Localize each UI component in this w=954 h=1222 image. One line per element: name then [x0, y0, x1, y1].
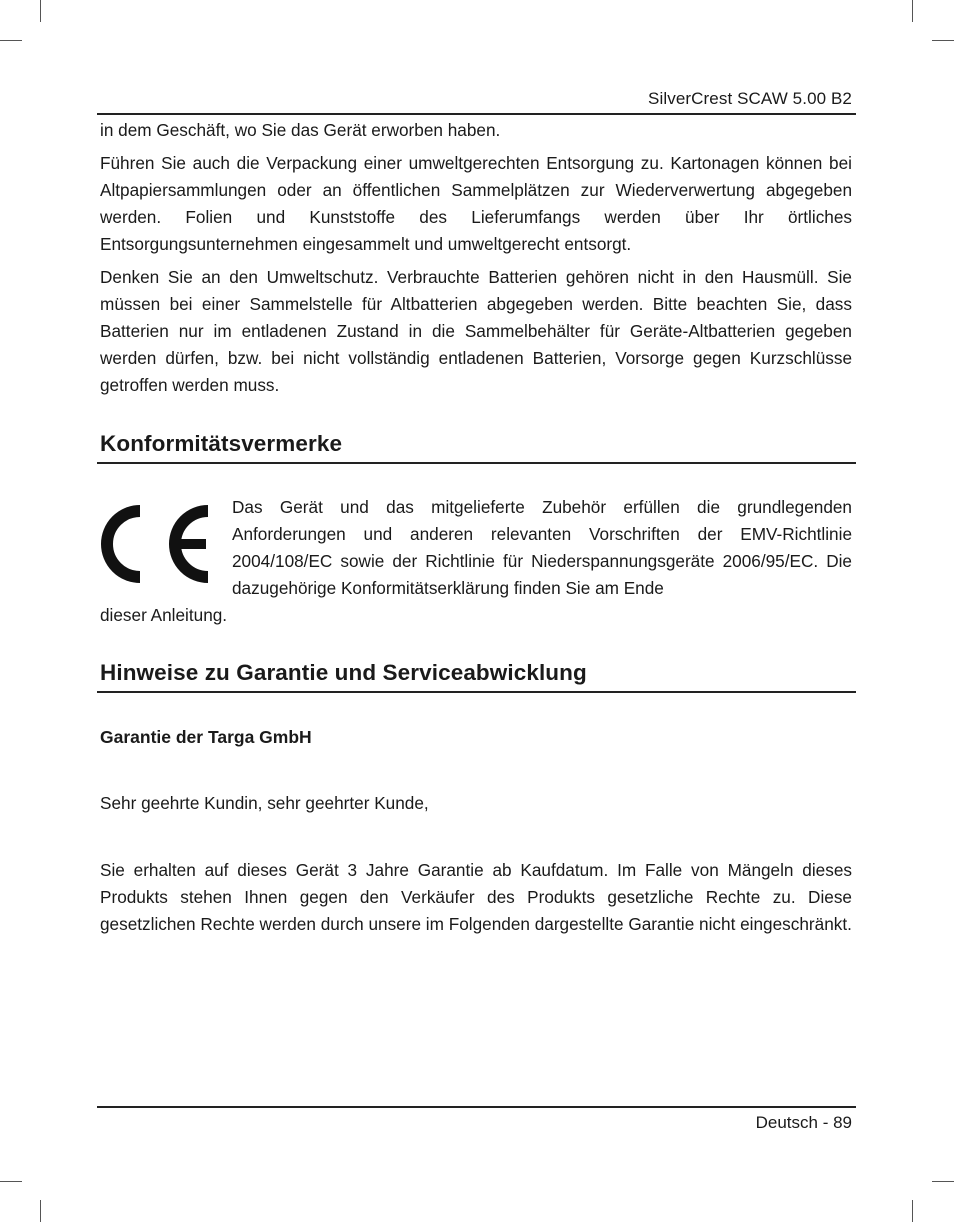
running-header: SilverCrest SCAW 5.00 B2 — [648, 89, 852, 108]
page-number: Deutsch - 89 — [755, 1113, 852, 1132]
crop-mark — [0, 1181, 22, 1182]
paragraph-batteries: Denken Sie an den Umweltschutz. Verbrauchte Batterien gehören nicht in den Hausmüll. Sie müssen bei einer Sammelstelle für Altbatterien abgegeben werden. Bitte beachten Sie, dass Batterien nur im entladenen Zustand in die Sammelbehälter für Geräte-Altbatterien gegeben werden dürfen, bzw. bei nicht vollständig entladenen Batterien, Vorsorge gegen Kurzschlüsse getroffen werden muss. — [100, 267, 852, 395]
crop-mark — [932, 40, 954, 41]
heading-rule — [97, 691, 856, 693]
header-rule — [97, 113, 856, 115]
crop-mark — [40, 0, 41, 22]
paragraph-disposal-store: in dem Geschäft, wo Sie das Gerät erworben haben. — [100, 120, 501, 140]
heading-warranty: Hinweise zu Garantie und Serviceabwicklung — [100, 660, 587, 685]
ce-mark-logo — [100, 503, 213, 585]
heading-conformity: Konformitätsvermerke — [100, 431, 343, 456]
salutation: Sehr geehrte Kundin, sehr geehrter Kunde, — [100, 793, 429, 813]
paragraph-packaging: Führen Sie auch die Verpackung einer umweltgerechten Entsorgung zu. Kartonagen können bei Altpapiersammlungen oder an öffentlichen Sammelplätzen zur Wiederverwertung abgegeben werden. Folien und Kunststoffe des Lieferumfangs werden über Ihr örtliches Entsorgungsunternehmen eingesammelt und umweltgerecht entsorgt. — [100, 153, 852, 254]
crop-mark — [40, 1200, 41, 1222]
conformity-text: Das Gerät und das mitgelieferte Zubehör erfüllen die grundlegenden Anforderungen und anderen relevanten Vorschriften der EMV-Richtlinie 2004/108/EC sowie der Richtlinie für Niederspannungsgeräte 2006/95/EC. Die dazugehörige Konformitätserklärung finden Sie am Ende — [232, 497, 852, 598]
heading-rule — [97, 462, 856, 464]
crop-mark — [912, 1200, 913, 1222]
footer-rule — [97, 1106, 856, 1108]
crop-mark — [932, 1181, 954, 1182]
subheading-targa-warranty: Garantie der Targa GmbH — [100, 727, 312, 747]
conformity-text-tail: dieser Anleitung. — [100, 605, 228, 625]
crop-mark — [0, 40, 22, 41]
paragraph-warranty: Sie erhalten auf dieses Gerät 3 Jahre Garantie ab Kaufdatum. Im Falle von Mängeln dieses Produkts stehen Ihnen gegen den Verkäufer des Produkts gesetzliche Rechte zu. Diese gesetzlichen Rechte werden durch unsere im Folgenden dargestellte Garantie nicht eingeschränkt. — [100, 860, 852, 934]
crop-mark — [912, 0, 913, 22]
